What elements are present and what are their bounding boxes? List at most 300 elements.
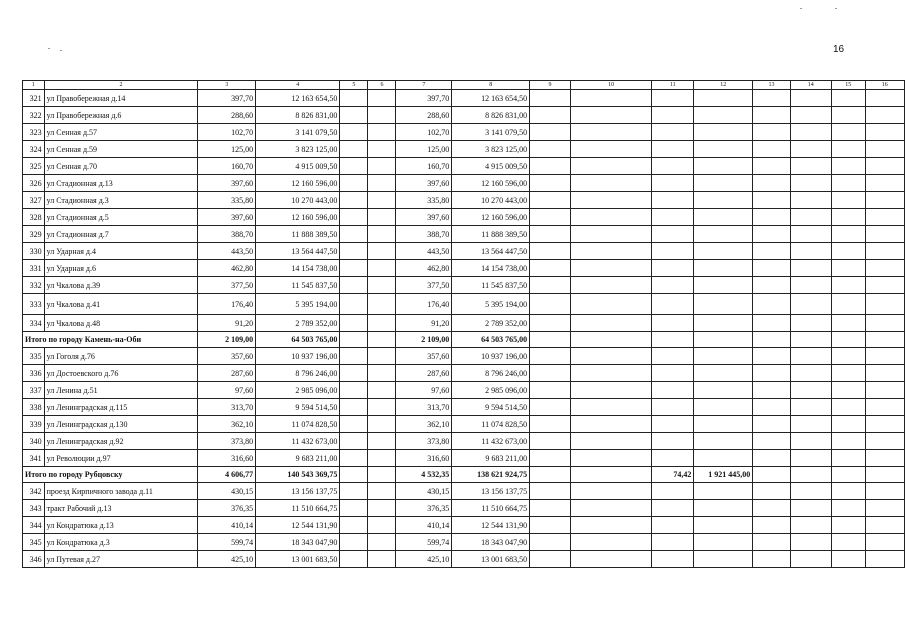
scan-speck (60, 50, 62, 51)
column-8-cell: 12 160 596,00 (452, 175, 530, 192)
column-16-cell (865, 277, 904, 294)
column-13-cell (753, 192, 790, 209)
column-16-cell (865, 450, 904, 467)
row-number-cell: 326 (23, 175, 45, 192)
table-row (23, 192, 905, 209)
column-10-cell (570, 226, 651, 243)
column-4-cell: 11 510 664,75 (256, 500, 340, 517)
column-6-cell (368, 365, 396, 382)
column-9-cell (530, 260, 571, 277)
column-7-cell: 91,20 (396, 315, 452, 332)
column-12-cell (694, 226, 753, 243)
column-14-cell (790, 382, 831, 399)
column-5-cell (340, 467, 368, 483)
column-16-cell (865, 294, 904, 315)
address-cell: ул Кондратюка д.3 (44, 534, 198, 551)
column-4-cell: 8 796 246,00 (256, 365, 340, 382)
column-13-cell (753, 399, 790, 416)
column-number-header: 7 (396, 81, 452, 90)
column-5-cell (340, 124, 368, 141)
column-4-cell: 140 543 369,75 (256, 467, 340, 483)
column-8-cell: 4 915 009,50 (452, 158, 530, 175)
table-row (23, 534, 905, 551)
column-12-cell (694, 551, 753, 568)
column-14-cell (790, 500, 831, 517)
column-15-cell (831, 399, 865, 416)
table-row (23, 141, 905, 158)
column-8-cell: 5 395 194,00 (452, 294, 530, 315)
address-cell: ул Ударная д.6 (44, 260, 198, 277)
column-3-cell: 462,80 (198, 260, 256, 277)
address-cell: ул Чкалова д.39 (44, 277, 198, 294)
column-10-cell (570, 467, 651, 483)
column-8-cell: 10 937 196,00 (452, 348, 530, 365)
column-12-cell (694, 90, 753, 107)
column-12-cell (694, 365, 753, 382)
column-6-cell (368, 158, 396, 175)
column-13-cell (753, 124, 790, 141)
row-number-cell: 334 (23, 315, 45, 332)
column-4-cell: 3 823 125,00 (256, 141, 340, 158)
total-label: Итого по городу Камень-на-Оби (23, 332, 198, 348)
table-row (23, 483, 905, 500)
column-13-cell (753, 243, 790, 260)
row-number-cell: 342 (23, 483, 45, 500)
column-14-cell (790, 90, 831, 107)
column-14-cell (790, 277, 831, 294)
column-10-cell (570, 107, 651, 124)
column-4-cell: 9 683 211,00 (256, 450, 340, 467)
column-5-cell (340, 226, 368, 243)
column-number-header: 14 (790, 81, 831, 90)
column-4-cell: 2 789 352,00 (256, 315, 340, 332)
table-row (23, 416, 905, 433)
column-11-cell (652, 277, 694, 294)
column-3-cell: 397,60 (198, 175, 256, 192)
column-8-cell: 13 001 683,50 (452, 551, 530, 568)
column-15-cell (831, 450, 865, 467)
column-8-cell: 11 545 837,50 (452, 277, 530, 294)
column-5-cell (340, 90, 368, 107)
column-14-cell (790, 192, 831, 209)
column-4-cell: 11 432 673,00 (256, 433, 340, 450)
column-15-cell (831, 294, 865, 315)
column-16-cell (865, 416, 904, 433)
column-5-cell (340, 517, 368, 534)
column-7-cell: 362,10 (396, 416, 452, 433)
column-14-cell (790, 332, 831, 348)
column-6-cell (368, 500, 396, 517)
total-row (23, 467, 905, 483)
column-9-cell (530, 534, 571, 551)
column-11-cell (652, 500, 694, 517)
column-10-cell (570, 399, 651, 416)
column-9-cell (530, 209, 571, 226)
table-row (23, 294, 905, 315)
column-5-cell (340, 243, 368, 260)
column-5-cell (340, 365, 368, 382)
row-number-cell: 336 (23, 365, 45, 382)
table-row (23, 500, 905, 517)
column-12-cell (694, 315, 753, 332)
row-number-cell: 321 (23, 90, 45, 107)
row-number-cell: 345 (23, 534, 45, 551)
column-9-cell (530, 551, 571, 568)
column-3-cell: 388,70 (198, 226, 256, 243)
table-row (23, 315, 905, 332)
row-number-cell: 329 (23, 226, 45, 243)
column-9-cell (530, 192, 571, 209)
column-4-cell: 10 270 443,00 (256, 192, 340, 209)
column-13-cell (753, 450, 790, 467)
table-row (23, 433, 905, 450)
column-6-cell (368, 192, 396, 209)
column-15-cell (831, 315, 865, 332)
column-3-cell: 91,20 (198, 315, 256, 332)
table-row (23, 382, 905, 399)
column-8-cell: 10 270 443,00 (452, 192, 530, 209)
column-10-cell (570, 348, 651, 365)
column-10-cell (570, 90, 651, 107)
table-row (23, 226, 905, 243)
column-8-cell: 13 156 137,75 (452, 483, 530, 500)
column-4-cell: 10 937 196,00 (256, 348, 340, 365)
column-14-cell (790, 175, 831, 192)
column-8-cell: 3 141 079,50 (452, 124, 530, 141)
column-11-cell: 74,42 (652, 467, 694, 483)
column-12-cell (694, 209, 753, 226)
column-13-cell (753, 467, 790, 483)
column-6-cell (368, 551, 396, 568)
column-15-cell (831, 517, 865, 534)
column-11-cell (652, 107, 694, 124)
column-14-cell (790, 399, 831, 416)
address-cell: ул Гоголя д.76 (44, 348, 198, 365)
column-10-cell (570, 534, 651, 551)
row-number-cell: 338 (23, 399, 45, 416)
column-10-cell (570, 260, 651, 277)
column-14-cell (790, 534, 831, 551)
column-6-cell (368, 433, 396, 450)
column-8-cell: 8 796 246,00 (452, 365, 530, 382)
column-11-cell (652, 551, 694, 568)
table-row (23, 90, 905, 107)
address-cell: ул Стадионная д.13 (44, 175, 198, 192)
column-11-cell (652, 348, 694, 365)
column-4-cell: 13 564 447,50 (256, 243, 340, 260)
column-number-header: 1 (23, 81, 45, 90)
column-8-cell: 12 160 596,00 (452, 209, 530, 226)
column-13-cell (753, 365, 790, 382)
column-number-header: 11 (652, 81, 694, 90)
column-12-cell (694, 500, 753, 517)
column-11-cell (652, 483, 694, 500)
row-number-cell: 325 (23, 158, 45, 175)
row-number-cell: 323 (23, 124, 45, 141)
row-number-cell: 328 (23, 209, 45, 226)
column-12-cell (694, 107, 753, 124)
column-10-cell (570, 332, 651, 348)
column-15-cell (831, 107, 865, 124)
column-13-cell (753, 90, 790, 107)
table-row (23, 209, 905, 226)
address-cell: ул Чкалова д.41 (44, 294, 198, 315)
column-15-cell (831, 175, 865, 192)
column-14-cell (790, 243, 831, 260)
column-11-cell (652, 175, 694, 192)
address-cell: проезд Кирпичного завода д.11 (44, 483, 198, 500)
column-9-cell (530, 450, 571, 467)
column-13-cell (753, 332, 790, 348)
column-3-cell: 287,60 (198, 365, 256, 382)
column-number-header: 10 (570, 81, 651, 90)
column-number-header: 9 (530, 81, 571, 90)
table-row (23, 450, 905, 467)
table-row (23, 348, 905, 365)
column-10-cell (570, 175, 651, 192)
column-7-cell: 335,80 (396, 192, 452, 209)
row-number-cell: 330 (23, 243, 45, 260)
column-15-cell (831, 483, 865, 500)
column-14-cell (790, 158, 831, 175)
column-3-cell: 2 109,00 (198, 332, 256, 348)
column-7-cell: 160,70 (396, 158, 452, 175)
column-3-cell: 425,10 (198, 551, 256, 568)
column-16-cell (865, 243, 904, 260)
scan-speck (835, 8, 837, 9)
column-16-cell (865, 348, 904, 365)
column-4-cell: 9 594 514,50 (256, 399, 340, 416)
column-6-cell (368, 332, 396, 348)
address-cell: ул Сенная д.57 (44, 124, 198, 141)
column-12-cell (694, 534, 753, 551)
column-14-cell (790, 433, 831, 450)
column-number-header: 3 (198, 81, 256, 90)
column-7-cell: 288,60 (396, 107, 452, 124)
column-9-cell (530, 226, 571, 243)
column-4-cell: 64 503 765,00 (256, 332, 340, 348)
column-8-cell: 9 683 211,00 (452, 450, 530, 467)
table-row (23, 124, 905, 141)
column-9-cell (530, 332, 571, 348)
column-7-cell: 397,70 (396, 90, 452, 107)
column-12-cell (694, 175, 753, 192)
column-11-cell (652, 141, 694, 158)
column-7-cell: 397,60 (396, 175, 452, 192)
column-3-cell: 376,35 (198, 500, 256, 517)
column-14-cell (790, 517, 831, 534)
column-12-cell (694, 382, 753, 399)
column-11-cell (652, 294, 694, 315)
column-7-cell: 316,60 (396, 450, 452, 467)
column-15-cell (831, 90, 865, 107)
column-16-cell (865, 226, 904, 243)
column-14-cell (790, 365, 831, 382)
column-10-cell (570, 158, 651, 175)
column-7-cell: 357,60 (396, 348, 452, 365)
budget-table (22, 80, 905, 568)
column-3-cell: 397,70 (198, 90, 256, 107)
column-14-cell (790, 483, 831, 500)
column-13-cell (753, 534, 790, 551)
column-3-cell: 599,74 (198, 534, 256, 551)
column-7-cell: 176,40 (396, 294, 452, 315)
column-13-cell (753, 294, 790, 315)
column-6-cell (368, 107, 396, 124)
column-12-cell (694, 141, 753, 158)
column-9-cell (530, 365, 571, 382)
column-6-cell (368, 399, 396, 416)
column-9-cell (530, 348, 571, 365)
scan-speck (800, 8, 802, 9)
column-3-cell: 443,50 (198, 243, 256, 260)
column-8-cell: 11 074 828,50 (452, 416, 530, 433)
column-11-cell (652, 124, 694, 141)
column-9-cell (530, 500, 571, 517)
column-16-cell (865, 124, 904, 141)
address-cell: ул Ударная д.4 (44, 243, 198, 260)
column-9-cell (530, 107, 571, 124)
total-label: Итого по городу Рубцовску (23, 467, 198, 483)
column-5-cell (340, 450, 368, 467)
column-number-header: 8 (452, 81, 530, 90)
column-6-cell (368, 294, 396, 315)
column-11-cell (652, 90, 694, 107)
column-11-cell (652, 332, 694, 348)
column-6-cell (368, 209, 396, 226)
column-9-cell (530, 483, 571, 500)
column-4-cell: 13 156 137,75 (256, 483, 340, 500)
column-5-cell (340, 107, 368, 124)
column-5-cell (340, 416, 368, 433)
column-10-cell (570, 382, 651, 399)
column-12-cell (694, 260, 753, 277)
column-16-cell (865, 192, 904, 209)
column-6-cell (368, 382, 396, 399)
column-13-cell (753, 209, 790, 226)
column-11-cell (652, 517, 694, 534)
column-10-cell (570, 483, 651, 500)
column-8-cell: 2 985 096,00 (452, 382, 530, 399)
column-9-cell (530, 294, 571, 315)
column-10-cell (570, 192, 651, 209)
column-5-cell (340, 277, 368, 294)
column-5-cell (340, 433, 368, 450)
column-3-cell: 373,80 (198, 433, 256, 450)
table-row (23, 107, 905, 124)
column-4-cell: 5 395 194,00 (256, 294, 340, 315)
column-6-cell (368, 467, 396, 483)
column-11-cell (652, 158, 694, 175)
column-10-cell (570, 416, 651, 433)
column-12-cell (694, 433, 753, 450)
column-5-cell (340, 141, 368, 158)
row-number-cell: 322 (23, 107, 45, 124)
row-number-cell: 324 (23, 141, 45, 158)
column-10-cell (570, 124, 651, 141)
column-9-cell (530, 382, 571, 399)
column-15-cell (831, 158, 865, 175)
column-5-cell (340, 382, 368, 399)
column-13-cell (753, 226, 790, 243)
column-4-cell: 8 826 831,00 (256, 107, 340, 124)
column-14-cell (790, 124, 831, 141)
column-16-cell (865, 141, 904, 158)
row-number-cell: 339 (23, 416, 45, 433)
column-16-cell (865, 107, 904, 124)
row-number-cell: 332 (23, 277, 45, 294)
column-14-cell (790, 226, 831, 243)
column-9-cell (530, 158, 571, 175)
column-14-cell (790, 551, 831, 568)
column-9-cell (530, 141, 571, 158)
column-9-cell (530, 433, 571, 450)
column-7-cell: 430,15 (396, 483, 452, 500)
column-15-cell (831, 348, 865, 365)
column-16-cell (865, 517, 904, 534)
address-cell: ул Кондратюка д.13 (44, 517, 198, 534)
column-15-cell (831, 365, 865, 382)
column-5-cell (340, 332, 368, 348)
column-number-header: 16 (865, 81, 904, 90)
row-number-cell: 343 (23, 500, 45, 517)
column-13-cell (753, 483, 790, 500)
column-15-cell (831, 192, 865, 209)
column-15-cell (831, 124, 865, 141)
column-8-cell: 64 503 765,00 (452, 332, 530, 348)
column-8-cell: 8 826 831,00 (452, 107, 530, 124)
address-cell: ул Стадионная д.7 (44, 226, 198, 243)
column-9-cell (530, 517, 571, 534)
column-8-cell: 11 432 673,00 (452, 433, 530, 450)
column-3-cell: 377,50 (198, 277, 256, 294)
column-3-cell: 335,80 (198, 192, 256, 209)
column-10-cell (570, 500, 651, 517)
column-6-cell (368, 534, 396, 551)
column-6-cell (368, 90, 396, 107)
column-3-cell: 357,60 (198, 348, 256, 365)
column-5-cell (340, 260, 368, 277)
column-16-cell (865, 175, 904, 192)
column-11-cell (652, 315, 694, 332)
column-5-cell (340, 534, 368, 551)
column-15-cell (831, 416, 865, 433)
column-4-cell: 11 545 837,50 (256, 277, 340, 294)
row-number-cell: 335 (23, 348, 45, 365)
row-number-cell: 346 (23, 551, 45, 568)
column-9-cell (530, 243, 571, 260)
address-cell: ул Ленинградская д.92 (44, 433, 198, 450)
column-11-cell (652, 209, 694, 226)
column-12-cell (694, 294, 753, 315)
column-7-cell: 2 109,00 (396, 332, 452, 348)
address-cell: ул Стадионная д.3 (44, 192, 198, 209)
column-16-cell (865, 209, 904, 226)
column-9-cell (530, 416, 571, 433)
address-cell: ул Стадионная д.5 (44, 209, 198, 226)
address-cell: ул Чкалова д.48 (44, 315, 198, 332)
column-13-cell (753, 348, 790, 365)
column-6-cell (368, 517, 396, 534)
address-cell: тракт Рабочий д.13 (44, 500, 198, 517)
column-13-cell (753, 141, 790, 158)
column-13-cell (753, 551, 790, 568)
column-8-cell: 14 154 738,00 (452, 260, 530, 277)
column-8-cell: 12 544 131,90 (452, 517, 530, 534)
column-8-cell: 11 510 664,75 (452, 500, 530, 517)
column-16-cell (865, 399, 904, 416)
column-7-cell: 462,80 (396, 260, 452, 277)
